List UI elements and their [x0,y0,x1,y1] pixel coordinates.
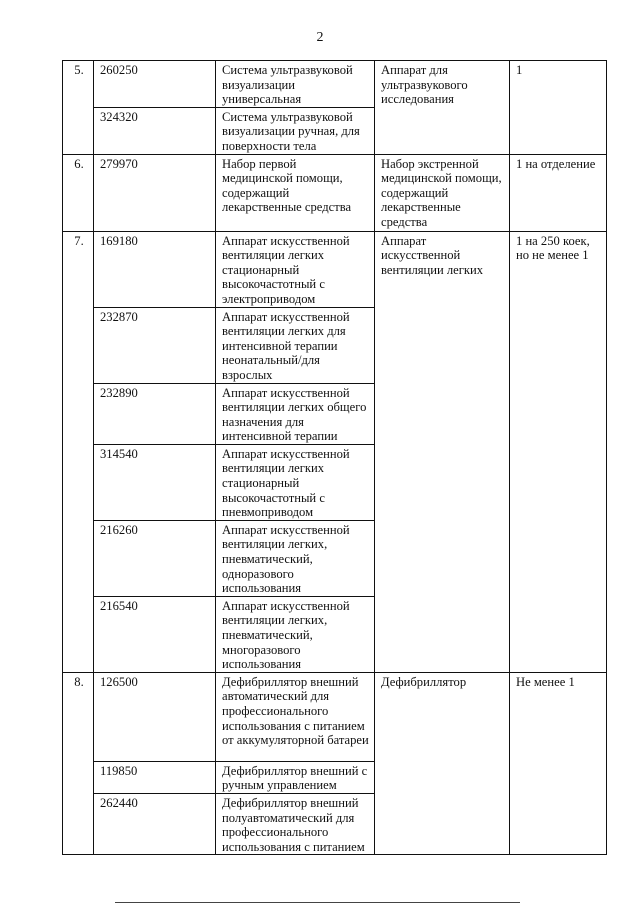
equipment-name: Система ультразвуковой визуализации универсальная [216,61,375,108]
page-bottom-rule [115,902,520,903]
equipment-quantity: 1 на отделение [510,154,607,231]
table-row [63,231,607,307]
equipment-code: 279970 [94,154,216,231]
equipment-type: Аппарат для ультразвукового исследования [375,61,510,155]
equipment-code: 119850 [94,761,216,793]
equipment-code: 232890 [94,383,216,444]
equipment-code: 169180 [94,231,216,307]
row-number: 7. [63,231,94,672]
table-row [63,154,607,231]
equipment-quantity: 1 на 250 коек, но не менее 1 [510,231,607,672]
equipment-type: Дефибриллятор [375,672,510,855]
equipment-name: Аппарат искусственной вентиляции легких для интенсивной терапии неонатальный/для взрослых [216,307,375,383]
equipment-name: Аппарат искусственной вентиляции легких стационарный высокочастотный с электроприводом [216,231,375,307]
equipment-name: Аппарат искусственной вентиляции легких стационарный высокочастотный с пневмоприводом [216,444,375,520]
equipment-name: Аппарат искусственной вентиляции легких, пневматический, многоразового использования [216,596,375,672]
equipment-name: Аппарат искусственной вентиляции легких общего назначения для интенсивной терапии [216,383,375,444]
equipment-code: 324320 [94,107,216,154]
equipment-type: Набор экстренной медицинской помощи, содержащий лекарственные средства [375,154,510,231]
equipment-type: Аппарат искусственной вентиляции легких [375,231,510,672]
equipment-code: 262440 [94,793,216,854]
equipment-quantity: Не менее 1 [510,672,607,855]
equipment-table [62,60,607,855]
equipment-code: 232870 [94,307,216,383]
equipment-name: Дефибриллятор внешний полуавтоматический для профессионального использования с питанием [216,793,375,854]
row-number: 5. [63,61,94,155]
equipment-name: Дефибриллятор внешний автоматический для профессионального использования с питанием от аккумуляторной батареи [216,672,375,761]
equipment-code: 216260 [94,520,216,596]
equipment-code: 260250 [94,61,216,108]
row-number: 6. [63,154,94,231]
equipment-code: 314540 [94,444,216,520]
equipment-name: Система ультразвуковой визуализации ручная, для поверхности тела [216,107,375,154]
page-number: 2 [316,30,324,45]
equipment-name: Аппарат искусственной вентиляции легких, пневматический, одноразового использования [216,520,375,596]
equipment-code: 216540 [94,596,216,672]
equipment-quantity: 1 [510,61,607,155]
table-row [63,61,607,108]
row-number: 8. [63,672,94,855]
table-row [63,672,607,761]
equipment-name: Дефибриллятор внешний с ручным управлением [216,761,375,793]
equipment-name: Набор первой медицинской помощи, содержащий лекарственные средства [216,154,375,231]
equipment-code: 126500 [94,672,216,761]
